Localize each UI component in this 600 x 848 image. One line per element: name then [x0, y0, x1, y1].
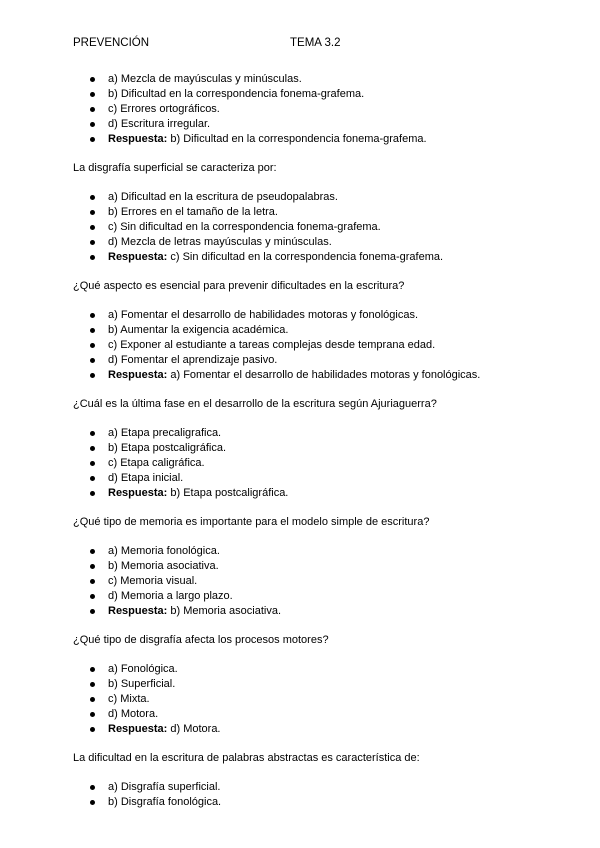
question-text: ¿Qué tipo de memoria es importante para el modelo simple de escritura? [73, 516, 430, 528]
answer-text: b) Memoria asociativa. [170, 605, 282, 617]
bullet-icon [90, 210, 95, 215]
option-text: d) Escritura irregular. [108, 118, 211, 130]
option-item [73, 662, 533, 677]
bullet-icon [90, 240, 95, 245]
answer-item [73, 132, 533, 147]
answer-item [73, 722, 533, 737]
option-text: a) Mezcla de mayúsculas y minúsculas. [108, 73, 302, 85]
answer-item [73, 250, 533, 265]
option-text: a) Fonológica. [108, 663, 178, 675]
option-item [73, 190, 533, 205]
options-list [73, 780, 533, 810]
answer-label: Respuesta: [108, 723, 168, 735]
option-text: d) Memoria a largo plazo. [108, 590, 233, 602]
option-item [73, 426, 533, 441]
option-text: c) Exponer al estudiante a tareas complejas desde temprana edad. [108, 339, 436, 351]
question-text: La disgrafía superficial se caracteriza por: [73, 162, 277, 174]
option-item [73, 102, 533, 117]
bullet-icon [90, 328, 95, 333]
quiz-content [73, 72, 533, 810]
options-list [73, 544, 533, 619]
option-item [73, 574, 533, 589]
bullet-icon [90, 727, 95, 732]
answer-text: c) Sin dificultad en la correspondencia fonema-grafema. [170, 251, 444, 263]
options-list [73, 308, 533, 383]
option-item [73, 559, 533, 574]
option-text: a) Dificultad en la escritura de pseudopalabras. [108, 191, 338, 203]
bullet-icon [90, 313, 95, 318]
bullet-icon [90, 594, 95, 599]
bullet-icon [90, 579, 95, 584]
option-text: b) Superficial. [108, 678, 176, 690]
option-item [73, 87, 533, 102]
bullet-icon [90, 800, 95, 805]
option-text: b) Aumentar la exigencia académica. [108, 324, 289, 336]
option-item [73, 323, 533, 338]
option-item [73, 117, 533, 132]
option-item [73, 544, 533, 559]
bullet-icon [90, 446, 95, 451]
bullet-icon [90, 549, 95, 554]
bullet-icon [90, 564, 95, 569]
option-item [73, 780, 533, 795]
options-list [73, 662, 533, 737]
answer-text: b) Etapa postcaligráfica. [170, 487, 289, 499]
question-text: ¿Cuál es la última fase en el desarrollo de la escritura según Ajuriaguerra? [73, 398, 437, 410]
option-item [73, 692, 533, 707]
option-item [73, 589, 533, 604]
option-text: c) Memoria visual. [108, 575, 198, 587]
option-text: b) Etapa postcaligráfica. [108, 442, 227, 454]
option-item [73, 72, 533, 87]
bullet-icon [90, 343, 95, 348]
option-text: b) Memoria asociativa. [108, 560, 219, 572]
option-item [73, 456, 533, 471]
answer-text: a) Fomentar el desarrollo de habilidades motoras y fonológicas. [170, 369, 481, 381]
option-text: a) Fomentar el desarrollo de habilidades motoras y fonológicas. [108, 309, 418, 321]
page-header [73, 36, 553, 52]
bullet-icon [90, 137, 95, 142]
option-item [73, 220, 533, 235]
bullet-icon [90, 491, 95, 496]
bullet-icon [90, 358, 95, 363]
answer-label: Respuesta: [108, 605, 168, 617]
option-item [73, 677, 533, 692]
option-text: d) Etapa inicial. [108, 472, 184, 484]
option-text: c) Etapa caligráfica. [108, 457, 205, 469]
bullet-icon [90, 77, 95, 82]
bullet-icon [90, 785, 95, 790]
bullet-icon [90, 682, 95, 687]
answer-label: Respuesta: [108, 251, 168, 263]
bullet-icon [90, 92, 95, 97]
answer-text: b) Dificultad en la correspondencia fonema-grafema. [170, 133, 427, 145]
option-text: c) Sin dificultad en la correspondencia fonema-grafema. [108, 221, 381, 233]
bullet-icon [90, 667, 95, 672]
bullet-icon [90, 255, 95, 260]
question-text: La dificultad en la escritura de palabras abstractas es característica de: [73, 752, 420, 764]
answer-label: Respuesta: [108, 133, 168, 145]
option-item [73, 707, 533, 722]
option-item [73, 471, 533, 486]
option-text: b) Errores en el tamaño de la letra. [108, 206, 278, 218]
option-item [73, 441, 533, 456]
options-list [73, 426, 533, 501]
bullet-icon [90, 431, 95, 436]
option-item [73, 308, 533, 323]
option-text: d) Fomentar el aprendizaje pasivo. [108, 354, 278, 366]
option-text: a) Disgrafía superficial. [108, 781, 221, 793]
option-text: c) Errores ortográficos. [108, 103, 220, 115]
option-item [73, 235, 533, 250]
bullet-icon [90, 122, 95, 127]
bullet-icon [90, 697, 95, 702]
bullet-icon [90, 107, 95, 112]
option-text: a) Etapa precaligrafica. [108, 427, 222, 439]
header-topic: TEMA 3.2 [290, 37, 341, 49]
answer-label: Respuesta: [108, 369, 168, 381]
bullet-icon [90, 373, 95, 378]
option-text: c) Mixta. [108, 693, 150, 705]
bullet-icon [90, 609, 95, 614]
answer-item [73, 486, 533, 501]
option-text: b) Disgrafía fonológica. [108, 796, 222, 808]
option-text: a) Memoria fonológica. [108, 545, 220, 557]
header-subject: PREVENCIÓN [73, 37, 150, 49]
option-item [73, 205, 533, 220]
answer-item [73, 604, 533, 619]
option-text: b) Dificultad en la correspondencia fonema-grafema. [108, 88, 365, 100]
question-text: ¿Qué tipo de disgrafía afecta los procesos motores? [73, 634, 329, 646]
bullet-icon [90, 195, 95, 200]
bullet-icon [90, 461, 95, 466]
options-list [73, 190, 533, 265]
answer-label: Respuesta: [108, 487, 168, 499]
option-text: d) Mezcla de letras mayúsculas y minúsculas. [108, 236, 332, 248]
bullet-icon [90, 476, 95, 481]
options-list [73, 72, 533, 147]
option-item [73, 353, 533, 368]
option-item [73, 795, 533, 810]
bullet-icon [90, 225, 95, 230]
question-text: ¿Qué aspecto es esencial para prevenir dificultades en la escritura? [73, 280, 405, 292]
bullet-icon [90, 712, 95, 717]
option-item [73, 338, 533, 353]
answer-text: d) Motora. [170, 723, 221, 735]
option-text: d) Motora. [108, 708, 159, 720]
answer-item [73, 368, 533, 383]
